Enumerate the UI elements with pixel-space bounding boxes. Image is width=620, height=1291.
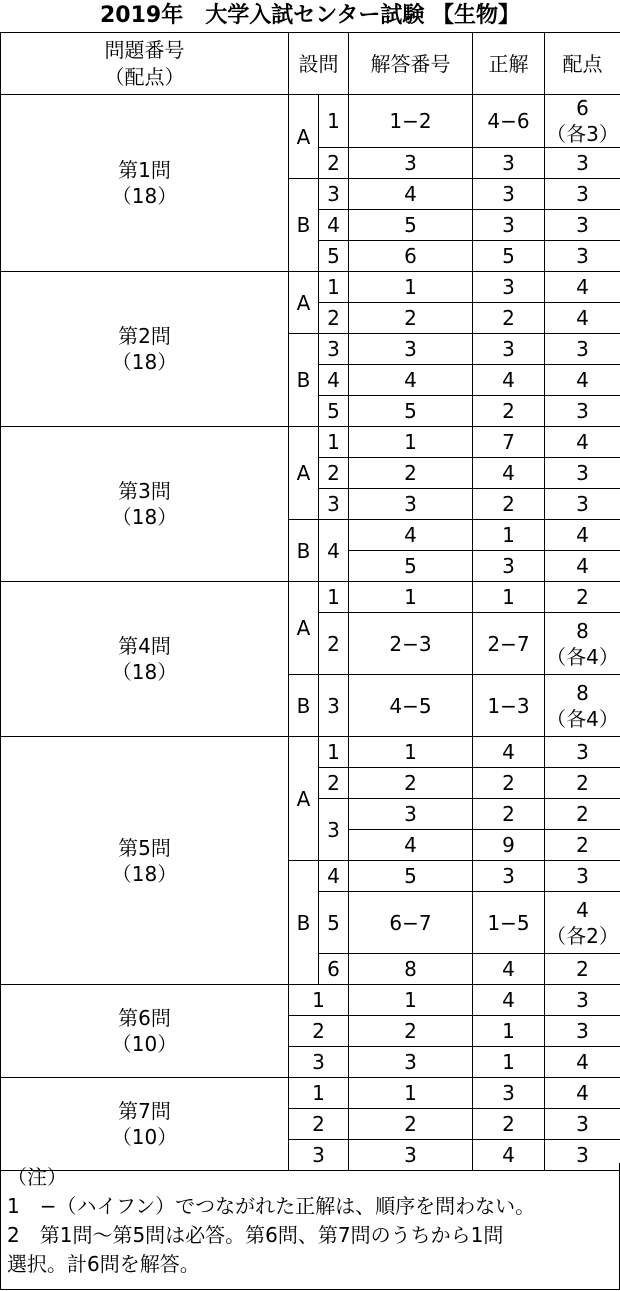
- points-cell: 3: [545, 1140, 620, 1171]
- subquestion-cell: 2: [289, 1016, 349, 1047]
- correct-answer-cell: 4: [473, 737, 545, 768]
- answer-number-cell: 2: [349, 1016, 473, 1047]
- answer-number-cell: 4: [349, 365, 473, 396]
- points-cell: 3: [545, 148, 620, 179]
- subquestion-cell: 3: [319, 799, 349, 861]
- question-name: 第6問: [118, 1006, 171, 1030]
- question-cell: [1, 272, 289, 427]
- question-name: 第4問: [118, 634, 171, 658]
- subquestion-cell: 2: [319, 148, 349, 179]
- points-each: （各4）: [546, 644, 619, 669]
- notes-box: [0, 1163, 620, 1290]
- correct-answer-cell: 4−6: [473, 95, 545, 148]
- answer-number-cell: 3: [349, 489, 473, 520]
- correct-answer-cell: 2−7: [473, 613, 545, 675]
- subquestion-cell: 4: [319, 861, 349, 892]
- answer-number-cell: 4: [349, 830, 473, 861]
- table-row: [1, 737, 620, 768]
- question-cell: [1, 737, 289, 985]
- subquestion-cell: 2: [319, 458, 349, 489]
- points-cell: 4: [545, 365, 620, 396]
- correct-answer-cell: 3: [473, 179, 545, 210]
- points-cell: 4: [545, 303, 620, 334]
- note-line-2: 2 第1問～第5問は必答。第6問、第7問のうちから1問: [7, 1223, 504, 1247]
- correct-header: 正解: [473, 33, 545, 95]
- table-row: [1, 985, 620, 1016]
- correct-answer-cell: 3: [473, 334, 545, 365]
- question-points: （18）: [111, 660, 178, 684]
- section-cell: A: [289, 427, 319, 520]
- header-row: [1, 33, 620, 95]
- correct-answer-cell: 1: [473, 1016, 545, 1047]
- points-cell: 3: [545, 861, 620, 892]
- table-row: [1, 1078, 620, 1109]
- points-cell: 4: [545, 272, 620, 303]
- points-cell: 2: [545, 954, 620, 985]
- points-cell: 3: [545, 179, 620, 210]
- answer-number-cell: 6: [349, 241, 473, 272]
- question-points: （10）: [111, 1125, 178, 1149]
- question-cell: [1, 95, 289, 272]
- section-cell: A: [289, 272, 319, 334]
- answer-number-cell: 4: [349, 520, 473, 551]
- correct-answer-cell: 4: [473, 954, 545, 985]
- answer-no-header: 解答番号: [349, 33, 473, 95]
- question-points: （18）: [111, 505, 178, 529]
- points-cell: [545, 675, 620, 737]
- question-points: （18）: [111, 350, 178, 374]
- answer-number-cell: 5: [349, 861, 473, 892]
- table-row: [1, 427, 620, 458]
- subquestion-cell: 4: [319, 520, 349, 582]
- answer-number-cell: 6−7: [349, 892, 473, 954]
- subquestion-cell: 3: [319, 179, 349, 210]
- answer-number-cell: 3: [349, 799, 473, 830]
- points-cell: [545, 892, 620, 954]
- note-line-3: 選択。計6問を解答。: [7, 1252, 200, 1276]
- correct-answer-cell: 3: [473, 272, 545, 303]
- subquestion-cell: 1: [319, 427, 349, 458]
- points-cell: 4: [545, 1047, 620, 1078]
- question-cell: [1, 1078, 289, 1171]
- notes-label: （注）: [7, 1165, 67, 1189]
- points-cell: 3: [545, 985, 620, 1016]
- points-paren-label: （配点）: [104, 64, 185, 89]
- subquestion-cell: 2: [319, 303, 349, 334]
- answer-number-cell: 1: [349, 272, 473, 303]
- answer-number-cell: 3: [349, 334, 473, 365]
- points-cell: 3: [545, 241, 620, 272]
- points-cell: 4: [545, 1078, 620, 1109]
- answer-number-cell: 5: [349, 551, 473, 582]
- section-cell: A: [289, 95, 319, 179]
- points-header: 配点: [545, 33, 620, 95]
- answer-number-cell: 4−5: [349, 675, 473, 737]
- question-name: 第2問: [118, 324, 171, 348]
- points-value: 4: [576, 897, 589, 922]
- points-cell: 3: [545, 334, 620, 365]
- subquestion-cell: 4: [319, 210, 349, 241]
- correct-answer-cell: 1−3: [473, 675, 545, 737]
- points-cell: 2: [545, 582, 620, 613]
- question-name: 第5問: [118, 835, 171, 860]
- points-value: 6: [576, 96, 589, 120]
- answer-number-cell: 1: [349, 1078, 473, 1109]
- answer-number-cell: 5: [349, 210, 473, 241]
- answer-number-cell: 2: [349, 1109, 473, 1140]
- points-cell: 3: [545, 1109, 620, 1140]
- answer-number-cell: 5: [349, 396, 473, 427]
- subquestion-cell: 5: [319, 396, 349, 427]
- answer-number-cell: 3: [349, 148, 473, 179]
- correct-answer-cell: 4: [473, 458, 545, 489]
- answer-number-cell: 4: [349, 179, 473, 210]
- points-cell: 3: [545, 210, 620, 241]
- answer-number-cell: 2: [349, 768, 473, 799]
- correct-answer-cell: 9: [473, 830, 545, 861]
- section-cell: B: [289, 861, 319, 985]
- note-line-1: 1 −（ハイフン）でつながれた正解は、順序を問わない。: [7, 1194, 536, 1218]
- subquestion-cell: 1: [319, 582, 349, 613]
- section-cell: B: [289, 334, 319, 427]
- correct-answer-cell: 3: [473, 551, 545, 582]
- question-no-label: 問題番号: [104, 37, 185, 62]
- points-cell: 2: [545, 830, 620, 861]
- question-cell: [1, 582, 289, 737]
- correct-answer-cell: 1: [473, 582, 545, 613]
- answer-number-cell: 8: [349, 954, 473, 985]
- points-cell: 2: [545, 799, 620, 830]
- subquestion-cell: 3: [319, 334, 349, 365]
- subquestion-cell: 3: [319, 489, 349, 520]
- answer-number-cell: 2: [349, 458, 473, 489]
- points-each: （各4）: [546, 706, 619, 731]
- subquestion-cell: 4: [319, 365, 349, 396]
- answer-number-cell: 2−3: [349, 613, 473, 675]
- correct-answer-cell: 2: [473, 1109, 545, 1140]
- points-cell: 2: [545, 768, 620, 799]
- correct-answer-cell: 3: [473, 210, 545, 241]
- subquestion-cell: 5: [319, 241, 349, 272]
- section-cell: B: [289, 675, 319, 737]
- correct-answer-cell: 7: [473, 427, 545, 458]
- correct-answer-cell: 1−5: [473, 892, 545, 954]
- setsumon-header: 設問: [289, 33, 349, 95]
- answer-number-cell: 1: [349, 582, 473, 613]
- answer-number-cell: 3: [349, 1047, 473, 1078]
- section-cell: A: [289, 737, 319, 861]
- points-cell: 3: [545, 737, 620, 768]
- correct-answer-cell: 1: [473, 520, 545, 551]
- question-points: （18）: [111, 861, 178, 886]
- page-title: 2019年 大学入試センター試験 【生物】: [99, 3, 520, 28]
- section-cell: B: [289, 520, 319, 582]
- answer-number-cell: 3: [349, 1140, 473, 1171]
- points-cell: 3: [545, 1016, 620, 1047]
- subquestion-cell: 1: [319, 272, 349, 303]
- points-each: （各3）: [546, 122, 619, 146]
- points-cell: [545, 95, 620, 148]
- subquestion-cell: 5: [319, 892, 349, 954]
- points-cell: 4: [545, 520, 620, 551]
- points-cell: 3: [545, 396, 620, 427]
- points-each: （各2）: [546, 923, 619, 948]
- question-cell: [1, 985, 289, 1078]
- question-name: 第3問: [118, 479, 171, 503]
- points-cell: 3: [545, 489, 620, 520]
- subquestion-cell: 3: [289, 1140, 349, 1171]
- question-points: （18）: [111, 184, 178, 208]
- question-name: 第7問: [118, 1099, 171, 1123]
- correct-answer-cell: 2: [473, 396, 545, 427]
- answer-number-cell: 1: [349, 427, 473, 458]
- correct-answer-cell: 2: [473, 768, 545, 799]
- question-no-header: [1, 33, 289, 95]
- correct-answer-cell: 4: [473, 985, 545, 1016]
- subquestion-cell: 2: [319, 768, 349, 799]
- question-cell: [1, 427, 289, 582]
- correct-answer-cell: 3: [473, 148, 545, 179]
- correct-answer-cell: 2: [473, 303, 545, 334]
- points-cell: 4: [545, 427, 620, 458]
- answer-table: [0, 32, 620, 1171]
- subquestion-cell: 2: [319, 613, 349, 675]
- subquestion-cell: 1: [289, 985, 349, 1016]
- points-value: 8: [576, 680, 589, 705]
- table-row: [1, 272, 620, 303]
- subquestion-cell: 3: [289, 1047, 349, 1078]
- correct-answer-cell: 1: [473, 1047, 545, 1078]
- section-cell: B: [289, 179, 319, 272]
- answer-number-cell: 1: [349, 737, 473, 768]
- table-row: [1, 582, 620, 613]
- points-cell: 4: [545, 551, 620, 582]
- answer-number-cell: 2: [349, 303, 473, 334]
- correct-answer-cell: 4: [473, 1140, 545, 1171]
- answer-number-cell: 1−2: [349, 95, 473, 148]
- table-row: [1, 95, 620, 148]
- correct-answer-cell: 2: [473, 489, 545, 520]
- correct-answer-cell: 3: [473, 861, 545, 892]
- correct-answer-cell: 4: [473, 365, 545, 396]
- question-points: （10）: [111, 1032, 178, 1056]
- correct-answer-cell: 2: [473, 799, 545, 830]
- subquestion-cell: 6: [319, 954, 349, 985]
- subquestion-cell: 3: [319, 675, 349, 737]
- section-cell: A: [289, 582, 319, 675]
- correct-answer-cell: 3: [473, 1078, 545, 1109]
- subquestion-cell: 1: [289, 1078, 349, 1109]
- points-cell: 3: [545, 458, 620, 489]
- points-value: 8: [576, 618, 589, 643]
- subquestion-cell: 2: [289, 1109, 349, 1140]
- correct-answer-cell: 5: [473, 241, 545, 272]
- answer-number-cell: 1: [349, 985, 473, 1016]
- points-cell: [545, 613, 620, 675]
- subquestion-cell: 1: [319, 737, 349, 768]
- subquestion-cell: 1: [319, 95, 349, 148]
- question-name: 第1問: [118, 158, 171, 182]
